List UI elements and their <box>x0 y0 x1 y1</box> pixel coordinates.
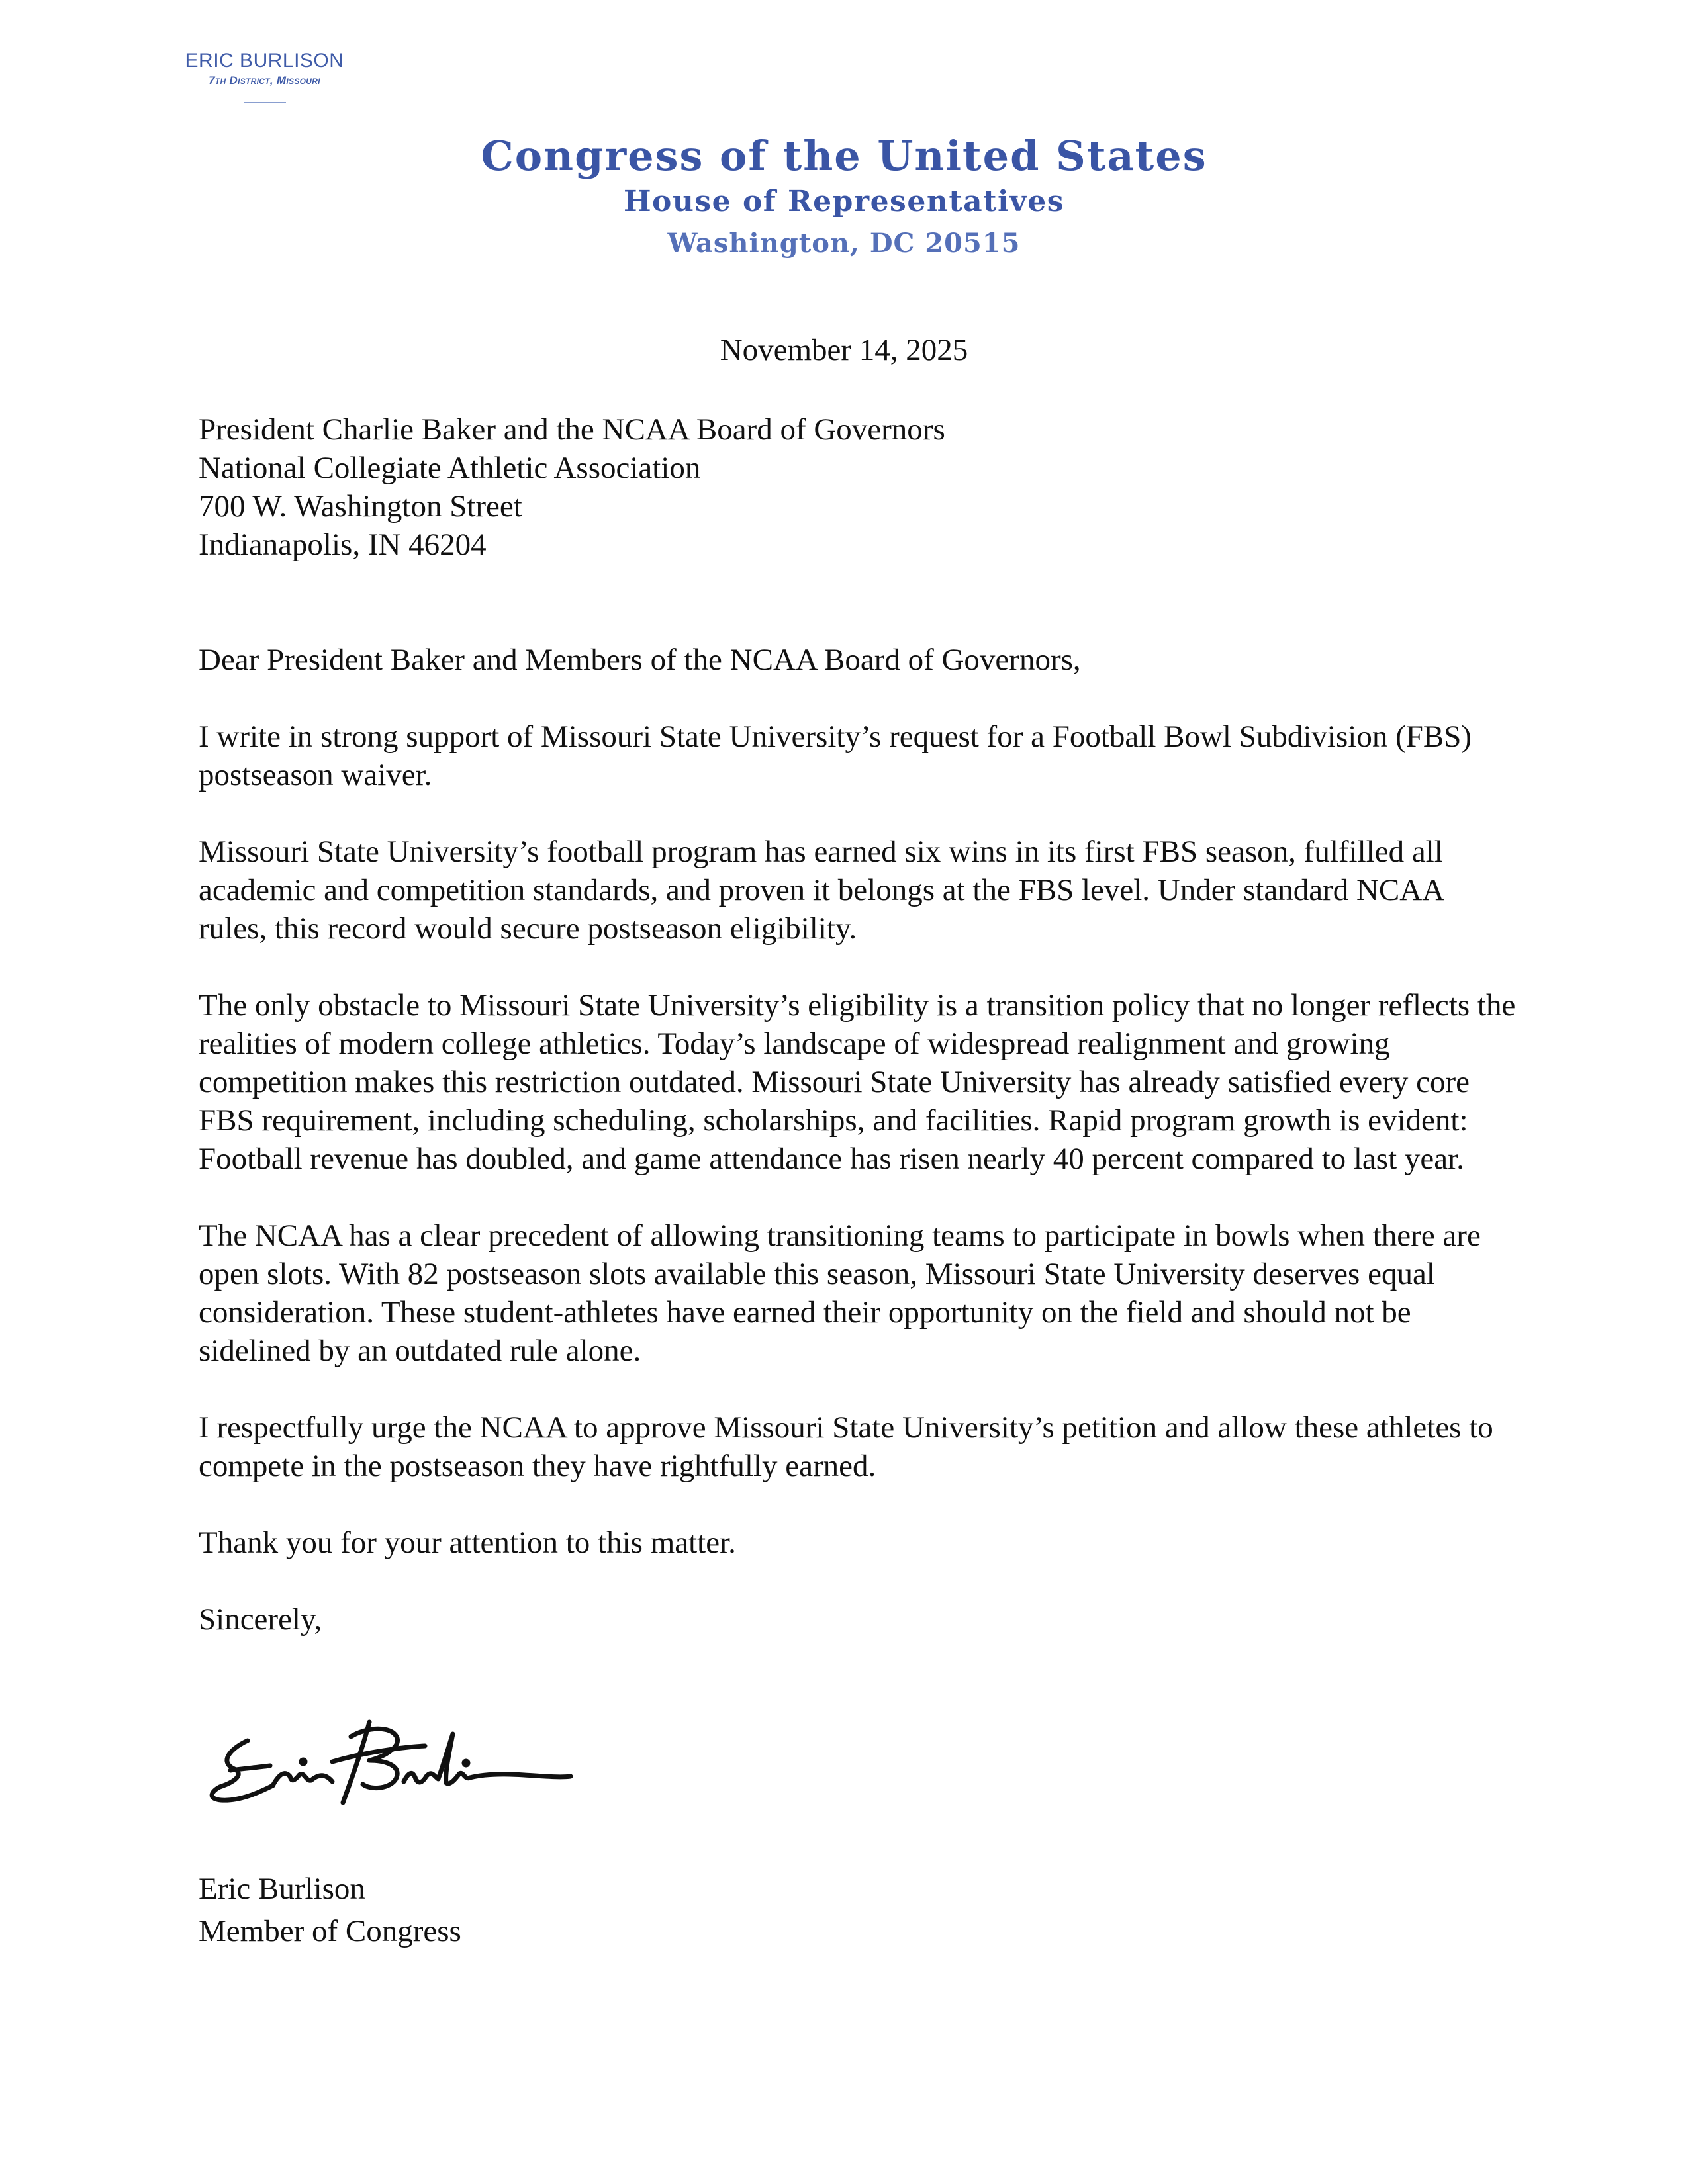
paragraph-2: Missouri State University’s football program has earned six wins in its first FBS season, fulfilled all academic and competition standards, and proven it belongs at the FBS level. Under standard NCAA rules, this record would secure postseason eligibility. <box>199 835 1443 946</box>
recipient-line-2: National Collegiate Athletic Association <box>199 451 701 485</box>
recipient-line-3: 700 W. Washington Street <box>199 489 522 523</box>
signature-block <box>199 1868 461 1952</box>
signatory-title: Member of Congress <box>199 1914 461 1948</box>
congress-letterhead <box>0 132 1688 259</box>
letterhead-city: Washington, DC 20515 <box>667 228 1021 259</box>
paragraph-5: I respectfully urge the NCAA to approve Missouri State University’s petition and allow these athletes to compete in the postseason they have rightfully earned. <box>199 1410 1493 1483</box>
paragraph-3: The only obstacle to Missouri State University’s eligibility is a transition policy that no longer reflects the realities of modern college athletics. Today’s landscape of widespread realignment and growing competition makes this restriction outdated. Missouri State University has already satisfied every core FBS requirement, including scheduling, scholarships, and facilities. Rapid program growth is evident: Football revenue has doubled, and game attendance has risen nearly 40 percent compared to last year. <box>199 988 1516 1176</box>
house-title: House of Representatives <box>623 185 1065 219</box>
recipient-address <box>199 410 1516 564</box>
paragraph-1: I write in strong support of Missouri State University’s request for a Football Bowl Subdivision (FBS) postseason waiver. <box>199 719 1472 792</box>
recipient-line-1: President Charlie Baker and the NCAA Board of Governors <box>199 412 945 447</box>
closing: Sincerely, <box>199 1602 322 1637</box>
letterhead-district: 7th District, Missouri <box>209 74 320 87</box>
letter-body <box>199 410 1516 1639</box>
member-letterhead <box>173 49 355 103</box>
congress-title: Congress of the United States <box>481 132 1207 180</box>
letterhead-divider <box>244 102 286 103</box>
recipient-line-4: Indianapolis, IN 46204 <box>199 527 487 562</box>
paragraph-6: Thank you for your attention to this matter. <box>199 1525 736 1560</box>
handwritten-signature <box>207 1707 577 1807</box>
paragraph-4: The NCAA has a clear precedent of allowing transitioning teams to participate in bowls when there are open slots. With 82 postseason slots available this season, Missouri State University deserves equal consideration. These student-athletes have earned their opportunity on the field and should not be sidelined by an outdated rule alone. <box>199 1218 1481 1368</box>
signatory-name: Eric Burlison <box>199 1872 365 1906</box>
letter-date: November 14, 2025 <box>720 333 968 367</box>
salutation: Dear President Baker and Members of the NCAA Board of Governors, <box>199 643 1081 677</box>
letterhead-member-name: ERIC BURLISON <box>185 50 344 71</box>
